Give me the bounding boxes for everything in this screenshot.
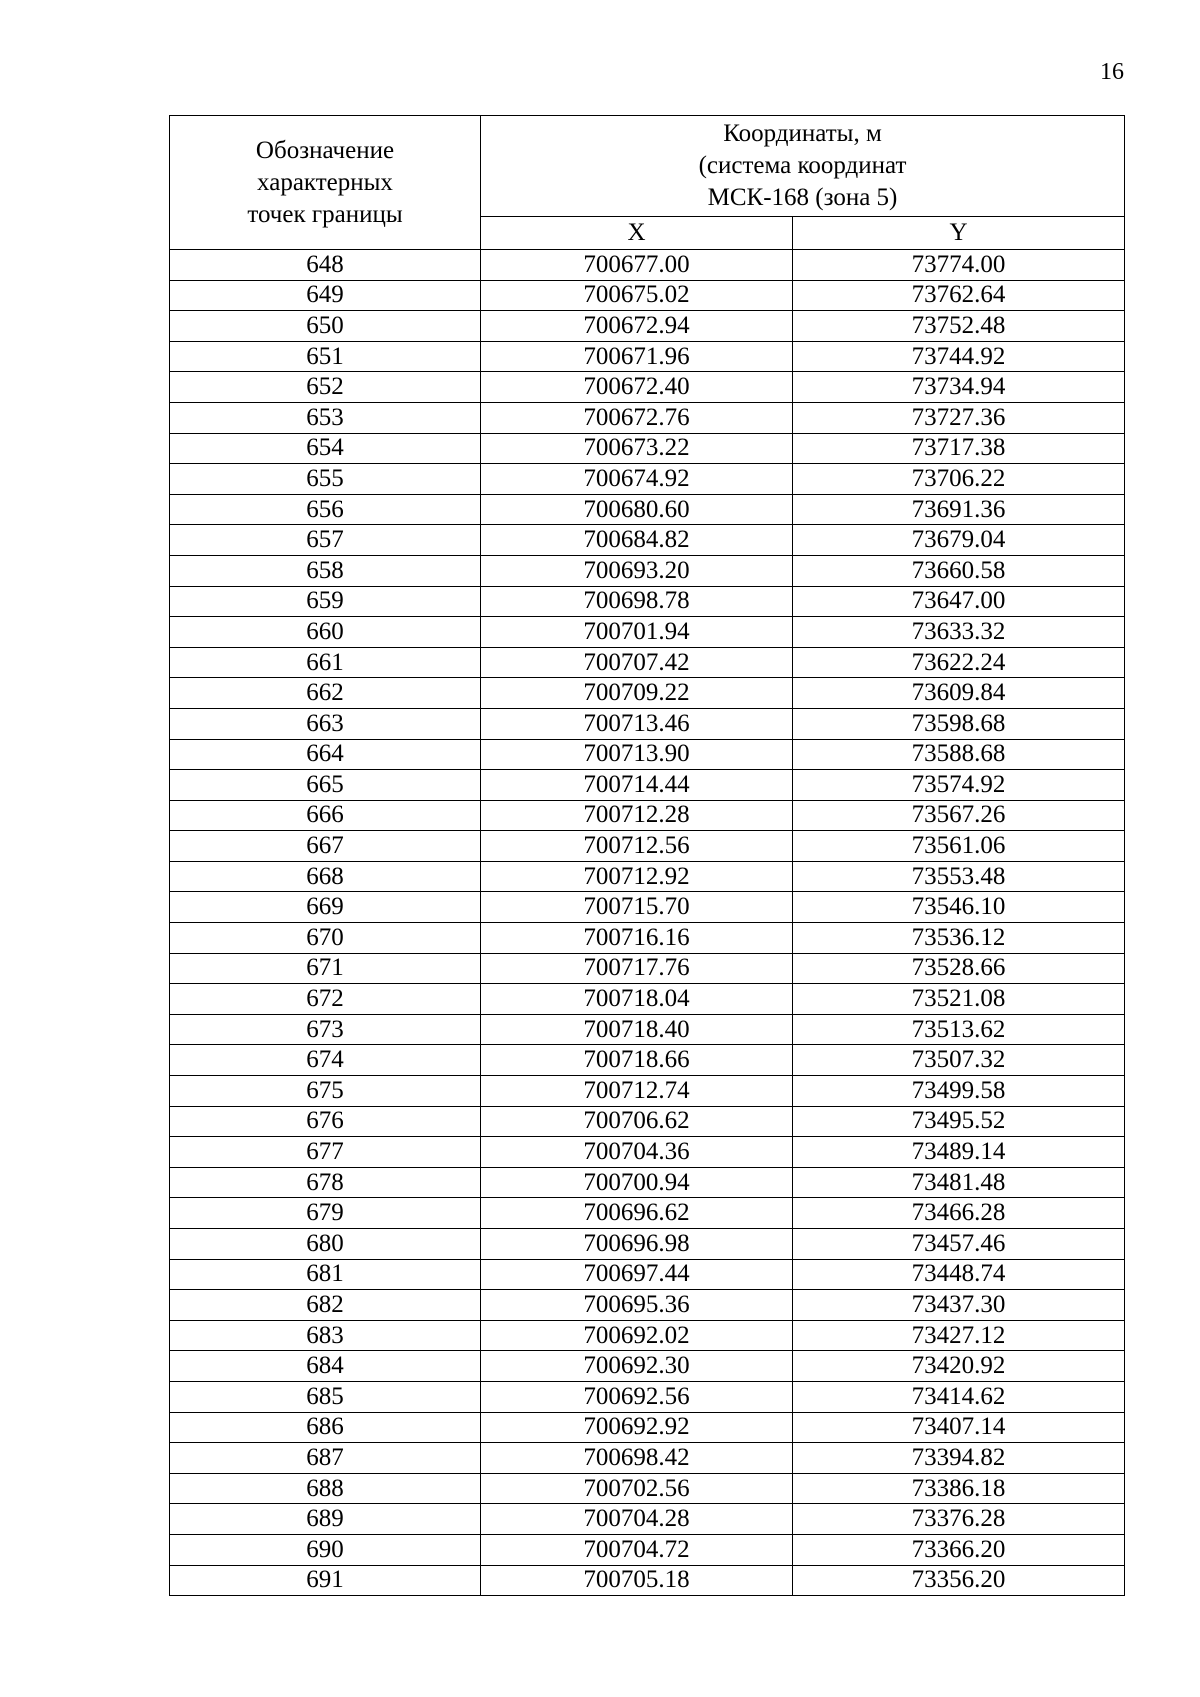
cell-y: 73448.74: [793, 1259, 1125, 1290]
header-x: X: [481, 217, 793, 250]
cell-y: 73513.62: [793, 1014, 1125, 1045]
cell-point: 661: [170, 647, 481, 678]
table-row: [170, 984, 1125, 1015]
cell-point: 670: [170, 923, 481, 954]
cell-y: 73481.48: [793, 1167, 1125, 1198]
cell-x: 700702.56: [481, 1473, 793, 1504]
cell-y: 73499.58: [793, 1076, 1125, 1107]
cell-point: 667: [170, 831, 481, 862]
cell-x: 700712.28: [481, 800, 793, 831]
cell-x: 700696.98: [481, 1229, 793, 1260]
cell-x: 700712.56: [481, 831, 793, 862]
page-number: 16: [1100, 59, 1124, 85]
cell-y: 73420.92: [793, 1351, 1125, 1382]
cell-y: 73414.62: [793, 1381, 1125, 1412]
table-row: [170, 341, 1125, 372]
table-header: [170, 116, 1125, 250]
cell-point: 679: [170, 1198, 481, 1229]
cell-y: 73567.26: [793, 800, 1125, 831]
cell-point: 678: [170, 1167, 481, 1198]
table-row: [170, 372, 1125, 403]
table-row: [170, 892, 1125, 923]
table-row: [170, 1351, 1125, 1382]
coordinates-table: [169, 115, 1125, 1596]
cell-point: 663: [170, 708, 481, 739]
cell-y: 73717.38: [793, 433, 1125, 464]
cell-y: 73609.84: [793, 678, 1125, 709]
cell-point: 681: [170, 1259, 481, 1290]
cell-x: 700697.44: [481, 1259, 793, 1290]
cell-x: 700672.40: [481, 372, 793, 403]
table-row: [170, 800, 1125, 831]
cell-x: 700692.02: [481, 1320, 793, 1351]
cell-x: 700704.72: [481, 1534, 793, 1565]
cell-y: 73598.68: [793, 708, 1125, 739]
cell-point: 666: [170, 800, 481, 831]
cell-point: 652: [170, 372, 481, 403]
cell-y: 73546.10: [793, 892, 1125, 923]
cell-x: 700700.94: [481, 1167, 793, 1198]
cell-x: 700713.46: [481, 708, 793, 739]
cell-y: 73752.48: [793, 311, 1125, 342]
cell-x: 700716.16: [481, 923, 793, 954]
header-point-line: точек границы: [247, 200, 403, 228]
cell-point: 653: [170, 402, 481, 433]
table-row: [170, 1473, 1125, 1504]
header-coord-line: (система координат: [698, 152, 907, 179]
cell-x: 700671.96: [481, 341, 793, 372]
header-y: Y: [793, 217, 1125, 250]
cell-x: 700713.90: [481, 739, 793, 770]
cell-x: 700695.36: [481, 1290, 793, 1321]
cell-x: 700714.44: [481, 770, 793, 801]
table-row: [170, 280, 1125, 311]
cell-x: 700698.78: [481, 586, 793, 617]
table-row: [170, 647, 1125, 678]
table-row: [170, 1320, 1125, 1351]
cell-y: 73437.30: [793, 1290, 1125, 1321]
cell-x: 700718.04: [481, 984, 793, 1015]
header-coord-line: Координаты, м: [723, 120, 882, 147]
cell-x: 700674.92: [481, 464, 793, 495]
table-row: [170, 953, 1125, 984]
table-row: [170, 1259, 1125, 1290]
table-row: [170, 586, 1125, 617]
table-row: [170, 1045, 1125, 1076]
cell-point: 687: [170, 1443, 481, 1474]
table-row: [170, 708, 1125, 739]
cell-point: 691: [170, 1565, 481, 1596]
header-point-designation: [170, 116, 481, 250]
cell-point: 650: [170, 311, 481, 342]
cell-x: 700692.92: [481, 1412, 793, 1443]
table-row: [170, 1137, 1125, 1168]
cell-y: 73774.00: [793, 250, 1125, 281]
cell-y: 73588.68: [793, 739, 1125, 770]
cell-point: 683: [170, 1320, 481, 1351]
cell-x: 700712.74: [481, 1076, 793, 1107]
cell-point: 655: [170, 464, 481, 495]
cell-y: 73744.92: [793, 341, 1125, 372]
cell-point: 684: [170, 1351, 481, 1382]
table-row: [170, 311, 1125, 342]
table-row: [170, 1076, 1125, 1107]
header-coord-line: МСК-168 (зона 5): [707, 184, 898, 211]
cell-x: 700680.60: [481, 494, 793, 525]
cell-point: 686: [170, 1412, 481, 1443]
table-row: [170, 1381, 1125, 1412]
cell-y: 73466.28: [793, 1198, 1125, 1229]
cell-point: 671: [170, 953, 481, 984]
table-row: [170, 1167, 1125, 1198]
cell-y: 73679.04: [793, 525, 1125, 556]
cell-x: 700706.62: [481, 1106, 793, 1137]
table-body: [170, 250, 1125, 1596]
cell-point: 657: [170, 525, 481, 556]
cell-x: 700709.22: [481, 678, 793, 709]
cell-point: 660: [170, 617, 481, 648]
table-row: [170, 1534, 1125, 1565]
cell-point: 648: [170, 250, 481, 281]
cell-point: 659: [170, 586, 481, 617]
cell-x: 700696.62: [481, 1198, 793, 1229]
cell-y: 73489.14: [793, 1137, 1125, 1168]
cell-x: 700717.76: [481, 953, 793, 984]
cell-point: 668: [170, 861, 481, 892]
cell-x: 700707.42: [481, 647, 793, 678]
cell-y: 73706.22: [793, 464, 1125, 495]
table-row: [170, 1014, 1125, 1045]
cell-x: 700718.66: [481, 1045, 793, 1076]
table-row: [170, 525, 1125, 556]
cell-point: 662: [170, 678, 481, 709]
cell-y: 73407.14: [793, 1412, 1125, 1443]
cell-x: 700672.76: [481, 402, 793, 433]
cell-y: 73660.58: [793, 555, 1125, 586]
cell-x: 700704.28: [481, 1504, 793, 1535]
cell-y: 73561.06: [793, 831, 1125, 862]
cell-y: 73356.20: [793, 1565, 1125, 1596]
cell-y: 73727.36: [793, 402, 1125, 433]
table-row: [170, 1565, 1125, 1596]
header-point-line: Обозначение: [255, 136, 395, 164]
cell-y: 73495.52: [793, 1106, 1125, 1137]
cell-y: 73691.36: [793, 494, 1125, 525]
header-point-line: характерных: [257, 168, 393, 196]
cell-point: 675: [170, 1076, 481, 1107]
cell-point: 649: [170, 280, 481, 311]
cell-y: 73734.94: [793, 372, 1125, 403]
cell-y: 73536.12: [793, 923, 1125, 954]
cell-x: 700677.00: [481, 250, 793, 281]
cell-point: 673: [170, 1014, 481, 1045]
table-row: [170, 1106, 1125, 1137]
cell-x: 700692.56: [481, 1381, 793, 1412]
cell-y: 73457.46: [793, 1229, 1125, 1260]
table-row: [170, 861, 1125, 892]
cell-x: 700718.40: [481, 1014, 793, 1045]
cell-y: 73386.18: [793, 1473, 1125, 1504]
cell-y: 73553.48: [793, 861, 1125, 892]
table-row: [170, 1412, 1125, 1443]
table-row: [170, 250, 1125, 281]
cell-point: 654: [170, 433, 481, 464]
table-row: [170, 1443, 1125, 1474]
cell-y: 73574.92: [793, 770, 1125, 801]
cell-x: 700701.94: [481, 617, 793, 648]
table-row: [170, 1290, 1125, 1321]
table-row: [170, 1504, 1125, 1535]
table-row: [170, 831, 1125, 862]
table-row: [170, 433, 1125, 464]
cell-y: 73394.82: [793, 1443, 1125, 1474]
cell-x: 700673.22: [481, 433, 793, 464]
cell-x: 700684.82: [481, 525, 793, 556]
cell-point: 669: [170, 892, 481, 923]
table-row: [170, 770, 1125, 801]
table-row: [170, 1229, 1125, 1260]
cell-y: 73376.28: [793, 1504, 1125, 1535]
cell-point: 682: [170, 1290, 481, 1321]
cell-x: 700692.30: [481, 1351, 793, 1382]
cell-y: 73647.00: [793, 586, 1125, 617]
cell-y: 73521.08: [793, 984, 1125, 1015]
cell-point: 656: [170, 494, 481, 525]
cell-point: 690: [170, 1534, 481, 1565]
cell-x: 700693.20: [481, 555, 793, 586]
cell-y: 73633.32: [793, 617, 1125, 648]
cell-point: 685: [170, 1381, 481, 1412]
table-row: [170, 739, 1125, 770]
cell-point: 680: [170, 1229, 481, 1260]
cell-y: 73366.20: [793, 1534, 1125, 1565]
cell-x: 700698.42: [481, 1443, 793, 1474]
cell-point: 651: [170, 341, 481, 372]
cell-point: 672: [170, 984, 481, 1015]
table-row: [170, 1198, 1125, 1229]
cell-y: 73507.32: [793, 1045, 1125, 1076]
cell-x: 700675.02: [481, 280, 793, 311]
cell-y: 73622.24: [793, 647, 1125, 678]
cell-x: 700712.92: [481, 861, 793, 892]
cell-x: 700672.94: [481, 311, 793, 342]
cell-point: 665: [170, 770, 481, 801]
cell-point: 658: [170, 555, 481, 586]
cell-x: 700704.36: [481, 1137, 793, 1168]
table-row: [170, 494, 1125, 525]
table-row: [170, 402, 1125, 433]
header-coordinates: [481, 116, 1125, 217]
cell-point: 674: [170, 1045, 481, 1076]
cell-y: 73762.64: [793, 280, 1125, 311]
cell-point: 689: [170, 1504, 481, 1535]
table-row: [170, 617, 1125, 648]
table-row: [170, 923, 1125, 954]
cell-point: 664: [170, 739, 481, 770]
table-row: [170, 555, 1125, 586]
cell-point: 677: [170, 1137, 481, 1168]
cell-y: 73528.66: [793, 953, 1125, 984]
table-row: [170, 464, 1125, 495]
cell-x: 700705.18: [481, 1565, 793, 1596]
cell-point: 688: [170, 1473, 481, 1504]
table-row: [170, 678, 1125, 709]
cell-x: 700715.70: [481, 892, 793, 923]
cell-y: 73427.12: [793, 1320, 1125, 1351]
cell-point: 676: [170, 1106, 481, 1137]
